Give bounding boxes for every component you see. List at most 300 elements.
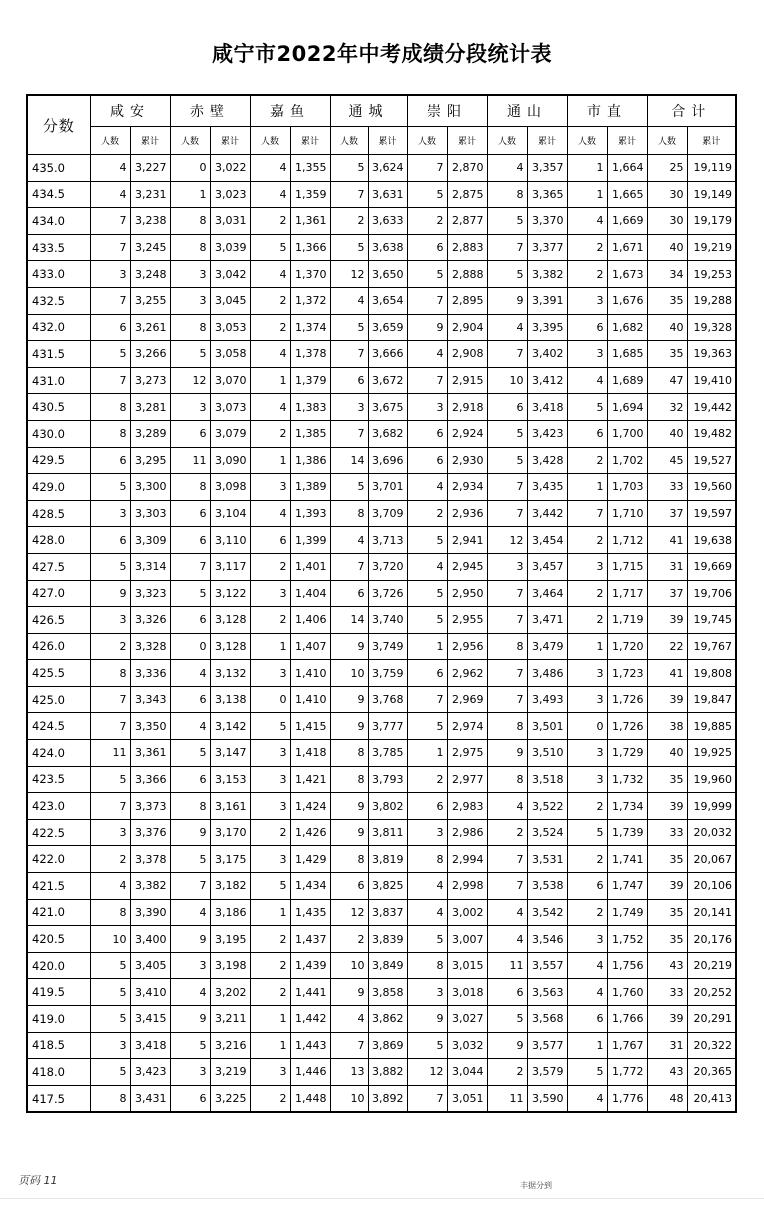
- cumulative-cell: 20,365: [687, 1059, 736, 1086]
- cumulative-cell: 19,410: [687, 367, 736, 394]
- cumulative-cell: 2,877: [447, 208, 487, 235]
- count-cell: 5: [250, 234, 290, 261]
- count-cell: 2: [407, 766, 447, 793]
- count-cell: 7: [170, 873, 210, 900]
- sub-header-cumulative: 累计: [607, 127, 647, 155]
- count-cell: 2: [250, 287, 290, 314]
- count-cell: 7: [407, 155, 447, 182]
- cumulative-cell: 19,706: [687, 580, 736, 607]
- count-cell: 7: [487, 846, 527, 873]
- score-cell: 422.5: [27, 819, 90, 846]
- count-cell: 3: [90, 261, 130, 288]
- count-cell: 7: [487, 341, 527, 368]
- table-row: [27, 367, 736, 394]
- count-cell: 6: [90, 314, 130, 341]
- cumulative-cell: 19,527: [687, 447, 736, 474]
- cumulative-cell: 20,291: [687, 1006, 736, 1033]
- count-cell: 39: [647, 873, 687, 900]
- count-cell: 4: [407, 899, 447, 926]
- cumulative-cell: 2,883: [447, 234, 487, 261]
- cumulative-cell: 3,546: [527, 926, 567, 953]
- cumulative-cell: 2,969: [447, 686, 487, 713]
- cumulative-cell: 2,955: [447, 607, 487, 634]
- count-cell: 7: [567, 500, 607, 527]
- count-cell: 9: [330, 713, 368, 740]
- count-cell: 6: [170, 527, 210, 554]
- cumulative-cell: 1,766: [607, 1006, 647, 1033]
- count-cell: 5: [407, 1032, 447, 1059]
- count-cell: 5: [90, 1059, 130, 1086]
- cumulative-cell: 19,328: [687, 314, 736, 341]
- count-cell: 40: [647, 314, 687, 341]
- cumulative-cell: 2,918: [447, 394, 487, 421]
- cumulative-cell: 3,579: [527, 1059, 567, 1086]
- cumulative-cell: 1,374: [290, 314, 330, 341]
- count-cell: 1: [567, 1032, 607, 1059]
- sub-header-cumulative: 累计: [130, 127, 170, 155]
- cumulative-cell: 3,122: [210, 580, 250, 607]
- count-cell: 8: [330, 500, 368, 527]
- cumulative-cell: 19,808: [687, 660, 736, 687]
- count-cell: 6: [170, 766, 210, 793]
- count-cell: 7: [330, 420, 368, 447]
- sub-header-count: 人数: [330, 127, 368, 155]
- count-cell: 3: [567, 766, 607, 793]
- region-header-xianan: 咸安: [90, 95, 170, 127]
- sub-header-count: 人数: [407, 127, 447, 155]
- cumulative-cell: 3,326: [130, 607, 170, 634]
- count-cell: 7: [330, 553, 368, 580]
- count-cell: 4: [567, 952, 607, 979]
- count-cell: 43: [647, 952, 687, 979]
- cumulative-cell: 3,457: [527, 553, 567, 580]
- count-cell: 6: [250, 527, 290, 554]
- cumulative-cell: 1,664: [607, 155, 647, 182]
- count-cell: 1: [567, 155, 607, 182]
- cumulative-cell: 3,713: [368, 527, 407, 554]
- count-cell: 3: [407, 819, 447, 846]
- cumulative-cell: 1,749: [607, 899, 647, 926]
- count-cell: 30: [647, 208, 687, 235]
- cumulative-cell: 1,383: [290, 394, 330, 421]
- cumulative-cell: 19,179: [687, 208, 736, 235]
- cumulative-cell: 3,423: [527, 420, 567, 447]
- cumulative-cell: 3,289: [130, 420, 170, 447]
- score-cell: 427.0: [27, 580, 90, 607]
- count-cell: 3: [170, 952, 210, 979]
- cumulative-cell: 19,597: [687, 500, 736, 527]
- cumulative-cell: 1,776: [607, 1085, 647, 1112]
- footer-note: 丰据分到: [520, 1181, 552, 1190]
- count-cell: 5: [407, 713, 447, 740]
- sub-header-cumulative: 累计: [368, 127, 407, 155]
- count-cell: 7: [487, 234, 527, 261]
- cumulative-cell: 3,510: [527, 740, 567, 767]
- cumulative-cell: 2,941: [447, 527, 487, 554]
- count-cell: 7: [487, 580, 527, 607]
- count-cell: 8: [170, 234, 210, 261]
- count-cell: 4: [90, 155, 130, 182]
- count-cell: 2: [250, 979, 290, 1006]
- score-cell: 427.5: [27, 553, 90, 580]
- cumulative-cell: 3,370: [527, 208, 567, 235]
- cumulative-cell: 3,225: [210, 1085, 250, 1112]
- count-cell: 4: [250, 394, 290, 421]
- count-cell: 7: [487, 873, 527, 900]
- score-cell: 420.5: [27, 926, 90, 953]
- cumulative-cell: 3,858: [368, 979, 407, 1006]
- cumulative-cell: 3,522: [527, 793, 567, 820]
- cumulative-cell: 3,590: [527, 1085, 567, 1112]
- cumulative-cell: 3,238: [130, 208, 170, 235]
- cumulative-cell: 3,015: [447, 952, 487, 979]
- cumulative-cell: 3,633: [368, 208, 407, 235]
- count-cell: 9: [407, 314, 447, 341]
- count-cell: 4: [250, 341, 290, 368]
- cumulative-cell: 3,138: [210, 686, 250, 713]
- count-cell: 5: [407, 607, 447, 634]
- count-cell: 6: [407, 447, 447, 474]
- cumulative-cell: 3,839: [368, 926, 407, 953]
- count-cell: 7: [90, 287, 130, 314]
- cumulative-cell: 3,726: [368, 580, 407, 607]
- count-cell: 11: [90, 740, 130, 767]
- cumulative-cell: 3,415: [130, 1006, 170, 1033]
- table-row: [27, 155, 736, 182]
- cumulative-cell: 1,752: [607, 926, 647, 953]
- table-row: [27, 686, 736, 713]
- cumulative-cell: 19,847: [687, 686, 736, 713]
- cumulative-cell: 3,825: [368, 873, 407, 900]
- count-cell: 43: [647, 1059, 687, 1086]
- cumulative-cell: 1,442: [290, 1006, 330, 1033]
- region-header-tongshan: 通山: [487, 95, 567, 127]
- count-cell: 2: [567, 793, 607, 820]
- cumulative-cell: 19,363: [687, 341, 736, 368]
- cumulative-cell: 20,219: [687, 952, 736, 979]
- cumulative-cell: 1,359: [290, 181, 330, 208]
- page-number: 页码 11: [18, 1174, 58, 1187]
- count-cell: 8: [170, 208, 210, 235]
- count-cell: 9: [170, 926, 210, 953]
- count-cell: 4: [250, 155, 290, 182]
- count-cell: 4: [487, 314, 527, 341]
- count-cell: 3: [250, 660, 290, 687]
- table-row: [27, 474, 736, 501]
- cumulative-cell: 2,870: [447, 155, 487, 182]
- cumulative-cell: 3,079: [210, 420, 250, 447]
- cumulative-cell: 1,719: [607, 607, 647, 634]
- cumulative-cell: 1,407: [290, 633, 330, 660]
- count-cell: 9: [487, 1032, 527, 1059]
- region-header-shizhi: 市直: [567, 95, 647, 127]
- count-cell: 5: [407, 527, 447, 554]
- count-cell: 8: [90, 1085, 130, 1112]
- count-cell: 5: [90, 474, 130, 501]
- cumulative-cell: 3,395: [527, 314, 567, 341]
- count-cell: 5: [90, 1006, 130, 1033]
- cumulative-cell: 1,439: [290, 952, 330, 979]
- count-cell: 4: [567, 979, 607, 1006]
- count-cell: 5: [170, 1032, 210, 1059]
- cumulative-cell: 1,747: [607, 873, 647, 900]
- cumulative-cell: 3,709: [368, 500, 407, 527]
- cumulative-cell: 20,141: [687, 899, 736, 926]
- header-row-subcolumns: [27, 127, 736, 155]
- count-cell: 11: [487, 952, 527, 979]
- cumulative-cell: 1,715: [607, 553, 647, 580]
- cumulative-cell: 3,031: [210, 208, 250, 235]
- cumulative-cell: 1,443: [290, 1032, 330, 1059]
- cumulative-cell: 3,073: [210, 394, 250, 421]
- count-cell: 4: [170, 899, 210, 926]
- score-cell: 418.0: [27, 1059, 90, 1086]
- count-cell: 2: [407, 208, 447, 235]
- count-cell: 35: [647, 846, 687, 873]
- count-cell: 8: [170, 474, 210, 501]
- count-cell: 4: [567, 208, 607, 235]
- count-cell: 10: [330, 1085, 368, 1112]
- count-cell: 41: [647, 527, 687, 554]
- cumulative-cell: 3,032: [447, 1032, 487, 1059]
- count-cell: 12: [487, 527, 527, 554]
- cumulative-cell: 3,624: [368, 155, 407, 182]
- count-cell: 5: [90, 766, 130, 793]
- cumulative-cell: 1,355: [290, 155, 330, 182]
- cumulative-cell: 2,908: [447, 341, 487, 368]
- cumulative-cell: 3,255: [130, 287, 170, 314]
- count-cell: 4: [90, 181, 130, 208]
- cumulative-cell: 3,376: [130, 819, 170, 846]
- cumulative-cell: 3,373: [130, 793, 170, 820]
- table-row: [27, 1085, 736, 1112]
- count-cell: 2: [90, 846, 130, 873]
- score-cell: 432.0: [27, 314, 90, 341]
- cumulative-cell: 3,266: [130, 341, 170, 368]
- cumulative-cell: 20,176: [687, 926, 736, 953]
- cumulative-cell: 3,442: [527, 500, 567, 527]
- count-cell: 7: [90, 686, 130, 713]
- cumulative-cell: 3,410: [130, 979, 170, 1006]
- count-cell: 35: [647, 341, 687, 368]
- count-cell: 45: [647, 447, 687, 474]
- count-cell: 3: [90, 1032, 130, 1059]
- count-cell: 5: [170, 740, 210, 767]
- count-cell: 7: [407, 686, 447, 713]
- count-cell: 25: [647, 155, 687, 182]
- count-cell: 6: [407, 234, 447, 261]
- cumulative-cell: 19,253: [687, 261, 736, 288]
- table-row: [27, 527, 736, 554]
- cumulative-cell: 3,361: [130, 740, 170, 767]
- bottom-divider: [0, 1198, 764, 1199]
- count-cell: 2: [567, 261, 607, 288]
- count-cell: 10: [330, 660, 368, 687]
- score-cell: 420.0: [27, 952, 90, 979]
- cumulative-cell: 3,328: [130, 633, 170, 660]
- count-cell: 1: [567, 181, 607, 208]
- count-cell: 5: [567, 1059, 607, 1086]
- count-cell: 3: [567, 740, 607, 767]
- table-row: [27, 314, 736, 341]
- count-cell: 9: [330, 633, 368, 660]
- cumulative-cell: 3,471: [527, 607, 567, 634]
- count-cell: 6: [170, 686, 210, 713]
- count-cell: 2: [567, 447, 607, 474]
- count-cell: 7: [170, 553, 210, 580]
- cumulative-cell: 3,464: [527, 580, 567, 607]
- cumulative-cell: 3,227: [130, 155, 170, 182]
- count-cell: 1: [170, 181, 210, 208]
- cumulative-cell: 1,370: [290, 261, 330, 288]
- score-cell: 425.0: [27, 686, 90, 713]
- count-cell: 8: [170, 793, 210, 820]
- cumulative-cell: 1,378: [290, 341, 330, 368]
- count-cell: 4: [487, 155, 527, 182]
- cumulative-cell: 3,211: [210, 1006, 250, 1033]
- cumulative-cell: 1,415: [290, 713, 330, 740]
- count-cell: 3: [567, 686, 607, 713]
- cumulative-cell: 3,198: [210, 952, 250, 979]
- cumulative-cell: 3,018: [447, 979, 487, 1006]
- cumulative-cell: 3,186: [210, 899, 250, 926]
- cumulative-cell: 1,694: [607, 394, 647, 421]
- region-header-chongyang: 崇阳: [407, 95, 487, 127]
- cumulative-cell: 1,685: [607, 341, 647, 368]
- cumulative-cell: 2,930: [447, 447, 487, 474]
- count-cell: 5: [250, 713, 290, 740]
- count-cell: 9: [170, 1006, 210, 1033]
- count-cell: 5: [330, 314, 368, 341]
- count-cell: 7: [487, 686, 527, 713]
- count-cell: 1: [250, 1006, 290, 1033]
- count-cell: 5: [90, 952, 130, 979]
- cumulative-cell: 3,501: [527, 713, 567, 740]
- cumulative-cell: 1,393: [290, 500, 330, 527]
- count-cell: 35: [647, 926, 687, 953]
- count-cell: 3: [567, 926, 607, 953]
- score-cell: 433.0: [27, 261, 90, 288]
- cumulative-cell: 3,400: [130, 926, 170, 953]
- score-cell: 435.0: [27, 155, 90, 182]
- count-cell: 31: [647, 1032, 687, 1059]
- cumulative-cell: 19,149: [687, 181, 736, 208]
- count-cell: 2: [567, 846, 607, 873]
- sub-header-cumulative: 累计: [527, 127, 567, 155]
- cumulative-cell: 2,936: [447, 500, 487, 527]
- cumulative-cell: 3,219: [210, 1059, 250, 1086]
- count-cell: 6: [567, 314, 607, 341]
- count-cell: 7: [90, 713, 130, 740]
- count-cell: 6: [90, 527, 130, 554]
- cumulative-cell: 3,027: [447, 1006, 487, 1033]
- cumulative-cell: 3,435: [527, 474, 567, 501]
- cumulative-cell: 1,689: [607, 367, 647, 394]
- cumulative-cell: 3,720: [368, 553, 407, 580]
- cumulative-cell: 19,999: [687, 793, 736, 820]
- cumulative-cell: 3,117: [210, 553, 250, 580]
- count-cell: 9: [170, 819, 210, 846]
- cumulative-cell: 3,428: [527, 447, 567, 474]
- score-cell: 424.0: [27, 740, 90, 767]
- cumulative-cell: 3,382: [527, 261, 567, 288]
- cumulative-cell: 2,998: [447, 873, 487, 900]
- cumulative-cell: 1,702: [607, 447, 647, 474]
- count-cell: 4: [170, 713, 210, 740]
- count-cell: 9: [90, 580, 130, 607]
- count-cell: 33: [647, 474, 687, 501]
- cumulative-cell: 1,665: [607, 181, 647, 208]
- cumulative-cell: 3,245: [130, 234, 170, 261]
- table-row: [27, 926, 736, 953]
- cumulative-cell: 3,701: [368, 474, 407, 501]
- table-row: [27, 740, 736, 767]
- cumulative-cell: 1,671: [607, 234, 647, 261]
- count-cell: 0: [170, 633, 210, 660]
- count-cell: 12: [407, 1059, 447, 1086]
- count-cell: 39: [647, 607, 687, 634]
- count-cell: 6: [567, 873, 607, 900]
- cumulative-cell: 19,482: [687, 420, 736, 447]
- table-row: [27, 287, 736, 314]
- cumulative-cell: 3,577: [527, 1032, 567, 1059]
- cumulative-cell: 3,892: [368, 1085, 407, 1112]
- count-cell: 6: [487, 394, 527, 421]
- cumulative-cell: 3,202: [210, 979, 250, 1006]
- count-cell: 9: [330, 686, 368, 713]
- count-cell: 5: [90, 979, 130, 1006]
- cumulative-cell: 3,309: [130, 527, 170, 554]
- count-cell: 1: [407, 740, 447, 767]
- cumulative-cell: 1,676: [607, 287, 647, 314]
- cumulative-cell: 3,300: [130, 474, 170, 501]
- cumulative-cell: 3,650: [368, 261, 407, 288]
- count-cell: 2: [250, 420, 290, 447]
- table-row: [27, 447, 736, 474]
- cumulative-cell: 1,720: [607, 633, 647, 660]
- cumulative-cell: 2,977: [447, 766, 487, 793]
- count-cell: 35: [647, 899, 687, 926]
- count-cell: 3: [250, 580, 290, 607]
- count-cell: 10: [330, 952, 368, 979]
- count-cell: 2: [407, 500, 447, 527]
- cumulative-cell: 3,350: [130, 713, 170, 740]
- count-cell: 6: [170, 500, 210, 527]
- count-cell: 7: [90, 367, 130, 394]
- count-cell: 11: [487, 1085, 527, 1112]
- cumulative-cell: 19,925: [687, 740, 736, 767]
- cumulative-cell: 3,518: [527, 766, 567, 793]
- table-row: [27, 952, 736, 979]
- cumulative-cell: 1,424: [290, 793, 330, 820]
- count-cell: 0: [567, 713, 607, 740]
- count-cell: 4: [407, 873, 447, 900]
- count-cell: 3: [487, 553, 527, 580]
- cumulative-cell: 3,343: [130, 686, 170, 713]
- sub-header-count: 人数: [487, 127, 527, 155]
- sub-header-cumulative: 累计: [447, 127, 487, 155]
- cumulative-cell: 1,669: [607, 208, 647, 235]
- score-cell: 424.5: [27, 713, 90, 740]
- table-row: [27, 766, 736, 793]
- cumulative-cell: 3,161: [210, 793, 250, 820]
- count-cell: 6: [567, 1006, 607, 1033]
- cumulative-cell: 1,448: [290, 1085, 330, 1112]
- cumulative-cell: 1,726: [607, 713, 647, 740]
- count-cell: 8: [90, 899, 130, 926]
- count-cell: 7: [407, 1085, 447, 1112]
- count-cell: 33: [647, 979, 687, 1006]
